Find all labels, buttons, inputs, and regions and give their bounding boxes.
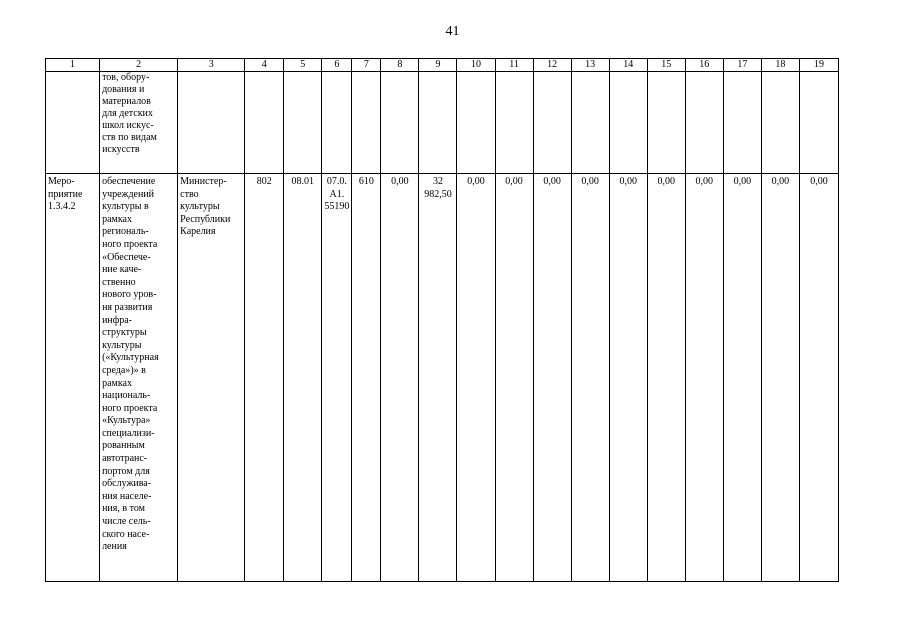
header-cell-5: 5 [284, 59, 322, 72]
header-cell-6: 6 [322, 59, 352, 72]
table-cell [245, 72, 284, 174]
table-cell [352, 72, 381, 174]
table-cell [571, 72, 609, 174]
table-cell [322, 72, 352, 174]
budget-table [45, 58, 839, 582]
header-cell-13: 13 [571, 59, 609, 72]
table-cell [457, 72, 495, 174]
table-row [46, 174, 839, 582]
table-cell [178, 72, 245, 174]
table-cell: 802 [245, 174, 284, 582]
header-cell-10: 10 [457, 59, 495, 72]
table-cell [419, 72, 457, 174]
header-cell-19: 19 [799, 59, 838, 72]
table-cell: 0,00 [685, 174, 723, 582]
table-cell: 0,00 [761, 174, 799, 582]
header-cell-14: 14 [609, 59, 647, 72]
header-cell-11: 11 [495, 59, 533, 72]
page-number: 41 [445, 24, 460, 39]
header-cell-9: 9 [419, 59, 457, 72]
description-cell: обеспечение учреждений культуры в рамках региональ- ного проекта «Обеспече- ние каче- ственно нового уров- ня развития инфра- структуры культуры («Культурная среда»)» в рамках националь- ного проекта «Культура» специализи- рованным автотранс- портом для обслужива- ния населе- ния, в том числе сель- ского насе- ления [100, 174, 178, 582]
measure-label-cell: Меро- приятие 1.3.4.2 [46, 174, 100, 582]
table-cell [723, 72, 761, 174]
header-cell-4: 4 [245, 59, 284, 72]
table-cell: 0,00 [381, 174, 419, 582]
header-row [46, 59, 839, 72]
table-cell [381, 72, 419, 174]
table-cell: 0,00 [647, 174, 685, 582]
table-cell: 32 982,50 [419, 174, 457, 582]
table-cell: 610 [352, 174, 381, 582]
header-cell-2: 2 [100, 59, 178, 72]
table-cell: 0,00 [799, 174, 838, 582]
table-cell: 0,00 [571, 174, 609, 582]
table-cell [284, 72, 322, 174]
header-cell-17: 17 [723, 59, 761, 72]
table-cell [647, 72, 685, 174]
header-cell-18: 18 [761, 59, 799, 72]
table-cell [495, 72, 533, 174]
header-cell-12: 12 [533, 59, 571, 72]
table-cell [46, 72, 100, 174]
table-cell [799, 72, 838, 174]
table-cell: 0,00 [723, 174, 761, 582]
table-cell: 0,00 [533, 174, 571, 582]
table-row [46, 72, 839, 174]
executor-cell: Министер- ство культуры Республики Карелия [178, 174, 245, 582]
table-cell: 0,00 [609, 174, 647, 582]
table-cell [609, 72, 647, 174]
header-cell-15: 15 [647, 59, 685, 72]
table-cell [685, 72, 723, 174]
table-cell [761, 72, 799, 174]
table-cell [533, 72, 571, 174]
table-cell: 0,00 [457, 174, 495, 582]
description-cell: тов, обору- дования и материалов для детских школ искус- ств по видам искусств [100, 72, 178, 174]
table-cell: 08.01 [284, 174, 322, 582]
header-cell-1: 1 [46, 59, 100, 72]
table-cell: 0,00 [495, 174, 533, 582]
table-cell: 07.0. А1. 55190 [322, 174, 352, 582]
header-cell-7: 7 [352, 59, 381, 72]
header-cell-16: 16 [685, 59, 723, 72]
header-cell-8: 8 [381, 59, 419, 72]
header-cell-3: 3 [178, 59, 245, 72]
